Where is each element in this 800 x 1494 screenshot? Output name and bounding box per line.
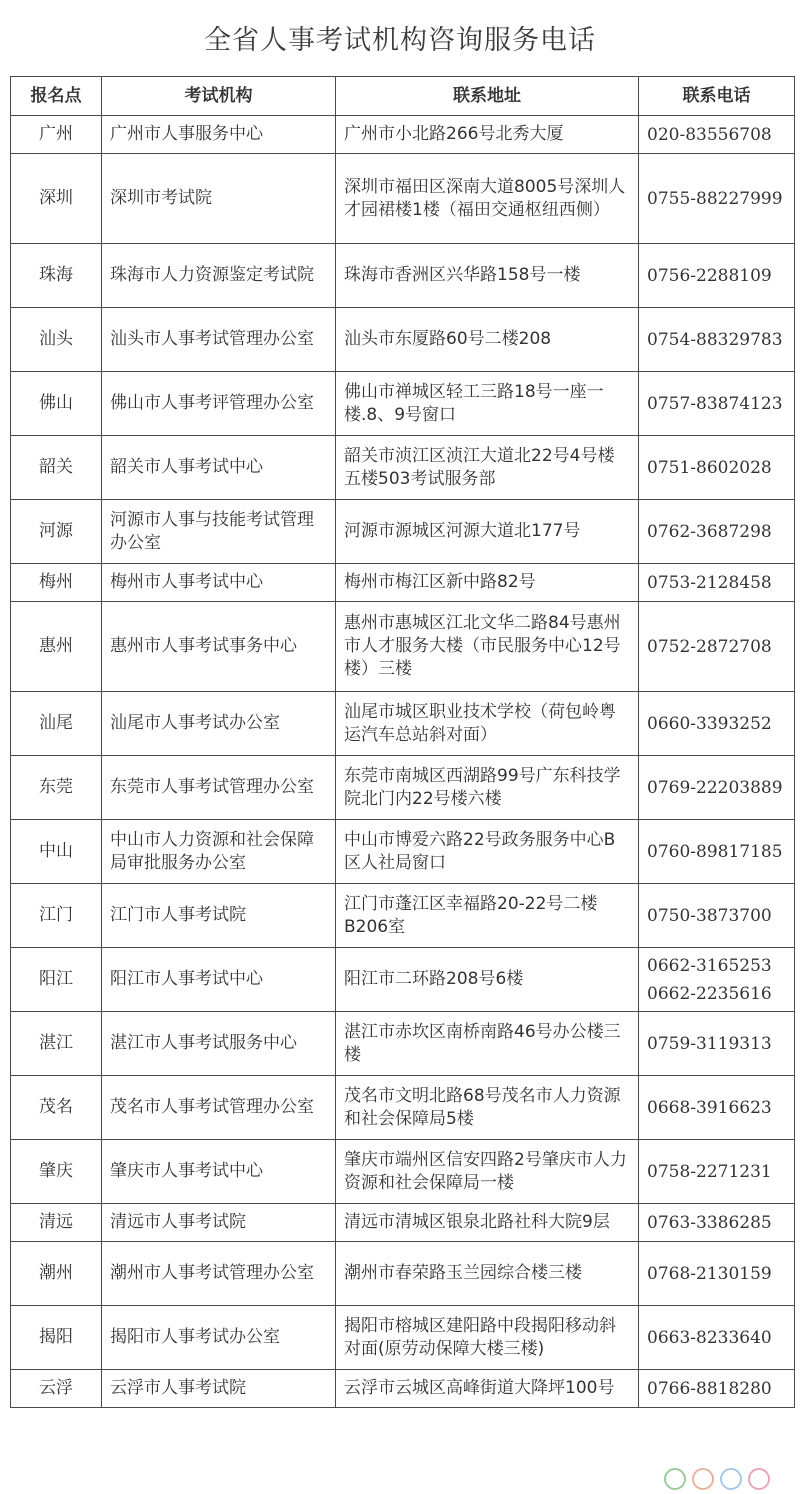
cell-phone [639, 602, 795, 692]
cell-address: 深圳市福田区深南大道8005号深圳人才园裙楼1楼（福田交通枢纽西侧） [336, 154, 639, 244]
header-address: 联系地址 [336, 77, 639, 116]
cell-city: 广州 [11, 116, 102, 154]
cell-phone [639, 1204, 795, 1242]
table-row [11, 1370, 795, 1408]
table-row [11, 436, 795, 500]
table-row [11, 116, 795, 154]
cell-city: 汕头 [11, 308, 102, 372]
cell-city: 中山 [11, 820, 102, 884]
cell-address: 佛山市禅城区轻工三路18号一座一楼.8、9号窗口 [336, 372, 639, 436]
cell-org: 珠海市人力资源鉴定考试院 [102, 244, 336, 308]
cell-address: 梅州市梅江区新中路82号 [336, 564, 639, 602]
share-icon[interactable] [748, 1468, 770, 1490]
phone-number: 0753-2128458 [647, 572, 772, 593]
contacts-table [10, 76, 795, 1408]
cell-org: 汕尾市人事考试办公室 [102, 692, 336, 756]
share-icon[interactable] [692, 1468, 714, 1490]
cell-address: 阳江市二环路208号6楼 [336, 948, 639, 1012]
cell-org: 中山市人力资源和社会保障局审批服务办公室 [102, 820, 336, 884]
table-row [11, 244, 795, 308]
table-row [11, 1242, 795, 1306]
cell-org: 河源市人事与技能考试管理办公室 [102, 500, 336, 564]
phone-number: 0754-88329783 [647, 329, 783, 350]
cell-city: 肇庆 [11, 1140, 102, 1204]
phone-number: 0769-22203889 [647, 777, 783, 798]
cell-city: 潮州 [11, 1242, 102, 1306]
cell-address: 肇庆市端州区信安四路2号肇庆市人力资源和社会保障局一楼 [336, 1140, 639, 1204]
cell-city: 江门 [11, 884, 102, 948]
cell-org: 云浮市人事考试院 [102, 1370, 336, 1408]
cell-phone [639, 500, 795, 564]
cell-org: 东莞市人事考试管理办公室 [102, 756, 336, 820]
cell-address: 汕尾市城区职业技术学校（荷包岭粤运汽车总站斜对面） [336, 692, 639, 756]
cell-phone [639, 1140, 795, 1204]
cell-phone [639, 436, 795, 500]
table-row [11, 1204, 795, 1242]
phone-number: 0752-2872708 [647, 636, 772, 657]
share-icon[interactable] [720, 1468, 742, 1490]
cell-phone [639, 1076, 795, 1140]
cell-org: 汕头市人事考试管理办公室 [102, 308, 336, 372]
cell-address: 清远市清城区银泉北路社科大院9层 [336, 1204, 639, 1242]
cell-org: 清远市人事考试院 [102, 1204, 336, 1242]
cell-org: 惠州市人事考试事务中心 [102, 602, 336, 692]
table-row [11, 564, 795, 602]
table-row [11, 1012, 795, 1076]
table-row [11, 692, 795, 756]
table-row [11, 602, 795, 692]
phone-number: 0660-3393252 [647, 713, 772, 734]
phone-number: 0663-8233640 [647, 1327, 772, 1348]
cell-org: 阳江市人事考试中心 [102, 948, 336, 1012]
cell-phone [639, 820, 795, 884]
table-body [11, 116, 795, 1408]
cell-city: 佛山 [11, 372, 102, 436]
cell-city: 清远 [11, 1204, 102, 1242]
cell-city: 云浮 [11, 1370, 102, 1408]
phone-number: 0768-2130159 [647, 1263, 772, 1284]
phone-number: 0668-3916623 [647, 1097, 772, 1118]
cell-org: 佛山市人事考评管理办公室 [102, 372, 336, 436]
cell-city: 珠海 [11, 244, 102, 308]
cell-city: 梅州 [11, 564, 102, 602]
phone-number: 0763-3386285 [647, 1212, 772, 1233]
cell-address: 珠海市香洲区兴华路158号一楼 [336, 244, 639, 308]
table-row [11, 820, 795, 884]
cell-city: 惠州 [11, 602, 102, 692]
cell-org: 江门市人事考试院 [102, 884, 336, 948]
cell-org: 湛江市人事考试服务中心 [102, 1012, 336, 1076]
cell-address: 汕头市东厦路60号二楼208 [336, 308, 639, 372]
cell-address: 江门市蓬江区幸福路20-22号二楼B206室 [336, 884, 639, 948]
table-row [11, 1076, 795, 1140]
table-row [11, 756, 795, 820]
cell-city: 河源 [11, 500, 102, 564]
cell-address: 广州市小北路266号北秀大厦 [336, 116, 639, 154]
header-city: 报名点 [11, 77, 102, 116]
cell-org: 深圳市考试院 [102, 154, 336, 244]
cell-city: 阳江 [11, 948, 102, 1012]
phone-number: 0762-3687298 [647, 521, 772, 542]
cell-phone [639, 372, 795, 436]
cell-address: 揭阳市榕城区建阳路中段揭阳移动斜对面(原劳动保障大楼三楼) [336, 1306, 639, 1370]
cell-phone [639, 1012, 795, 1076]
table-row [11, 948, 795, 1012]
table-row [11, 884, 795, 948]
cell-phone [639, 244, 795, 308]
cell-org: 梅州市人事考试中心 [102, 564, 336, 602]
phone-number: 0756-2288109 [647, 265, 772, 286]
cell-org: 肇庆市人事考试中心 [102, 1140, 336, 1204]
cell-phone [639, 116, 795, 154]
cell-phone [639, 564, 795, 602]
table-row [11, 1140, 795, 1204]
phone-number: 0750-3873700 [647, 905, 772, 926]
cell-phone [639, 1370, 795, 1408]
cell-address: 东莞市南城区西湖路99号广东科技学院北门内22号楼六楼 [336, 756, 639, 820]
cell-org: 广州市人事服务中心 [102, 116, 336, 154]
cell-address: 韶关市浈江区浈江大道北22号4号楼五楼503考试服务部 [336, 436, 639, 500]
header-org: 考试机构 [102, 77, 336, 116]
cell-phone [639, 1306, 795, 1370]
share-icon[interactable] [664, 1468, 686, 1490]
table-header-row [11, 77, 795, 116]
cell-city: 汕尾 [11, 692, 102, 756]
cell-address: 中山市博爱六路22号政务服务中心B区人社局窗口 [336, 820, 639, 884]
cell-org: 潮州市人事考试管理办公室 [102, 1242, 336, 1306]
cell-org: 韶关市人事考试中心 [102, 436, 336, 500]
cell-phone [639, 884, 795, 948]
phone-number: 0755-88227999 [647, 188, 783, 209]
cell-city: 茂名 [11, 1076, 102, 1140]
cell-city: 湛江 [11, 1012, 102, 1076]
page-title: 全省人事考试机构咨询服务电话 [204, 25, 596, 56]
phone-number: 0662-2235616 [647, 983, 772, 1004]
cell-phone [639, 756, 795, 820]
phone-number: 0758-2271231 [647, 1161, 772, 1182]
table-row [11, 1306, 795, 1370]
phone-number: 0759-3119313 [647, 1033, 772, 1054]
cell-city: 深圳 [11, 154, 102, 244]
table-row [11, 372, 795, 436]
header-phone: 联系电话 [639, 77, 795, 116]
cell-address: 河源市源城区河源大道北177号 [336, 500, 639, 564]
cell-org: 揭阳市人事考试办公室 [102, 1306, 336, 1370]
phone-number: 0751-8602028 [647, 457, 772, 478]
cell-address: 湛江市赤坎区南桥南路46号办公楼三楼 [336, 1012, 639, 1076]
cell-phone [639, 154, 795, 244]
cell-org: 茂名市人事考试管理办公室 [102, 1076, 336, 1140]
cell-city: 东莞 [11, 756, 102, 820]
table-row [11, 154, 795, 244]
cell-phone [639, 1242, 795, 1306]
table-row [11, 500, 795, 564]
phone-number: 0757-83874123 [647, 393, 783, 414]
cell-address: 茂名市文明北路68号茂名市人力资源和社会保障局5楼 [336, 1076, 639, 1140]
cell-city: 韶关 [11, 436, 102, 500]
footer-share-icons [664, 1468, 794, 1480]
table-row [11, 308, 795, 372]
phone-number: 0766-8818280 [647, 1378, 772, 1399]
cell-phone [639, 308, 795, 372]
cell-address: 惠州市惠城区江北文华二路84号惠州市人才服务大楼（市民服务中心12号楼）三楼 [336, 602, 639, 692]
phone-number: 0760-89817185 [647, 841, 783, 862]
cell-address: 潮州市春荣路玉兰园综合楼三楼 [336, 1242, 639, 1306]
phone-number: 0662-3165253 [647, 955, 772, 976]
phone-number: 020-83556708 [647, 124, 772, 145]
cell-phone [639, 692, 795, 756]
cell-city: 揭阳 [11, 1306, 102, 1370]
cell-address: 云浮市云城区高峰街道大降坪100号 [336, 1370, 639, 1408]
cell-phone [639, 948, 795, 1012]
